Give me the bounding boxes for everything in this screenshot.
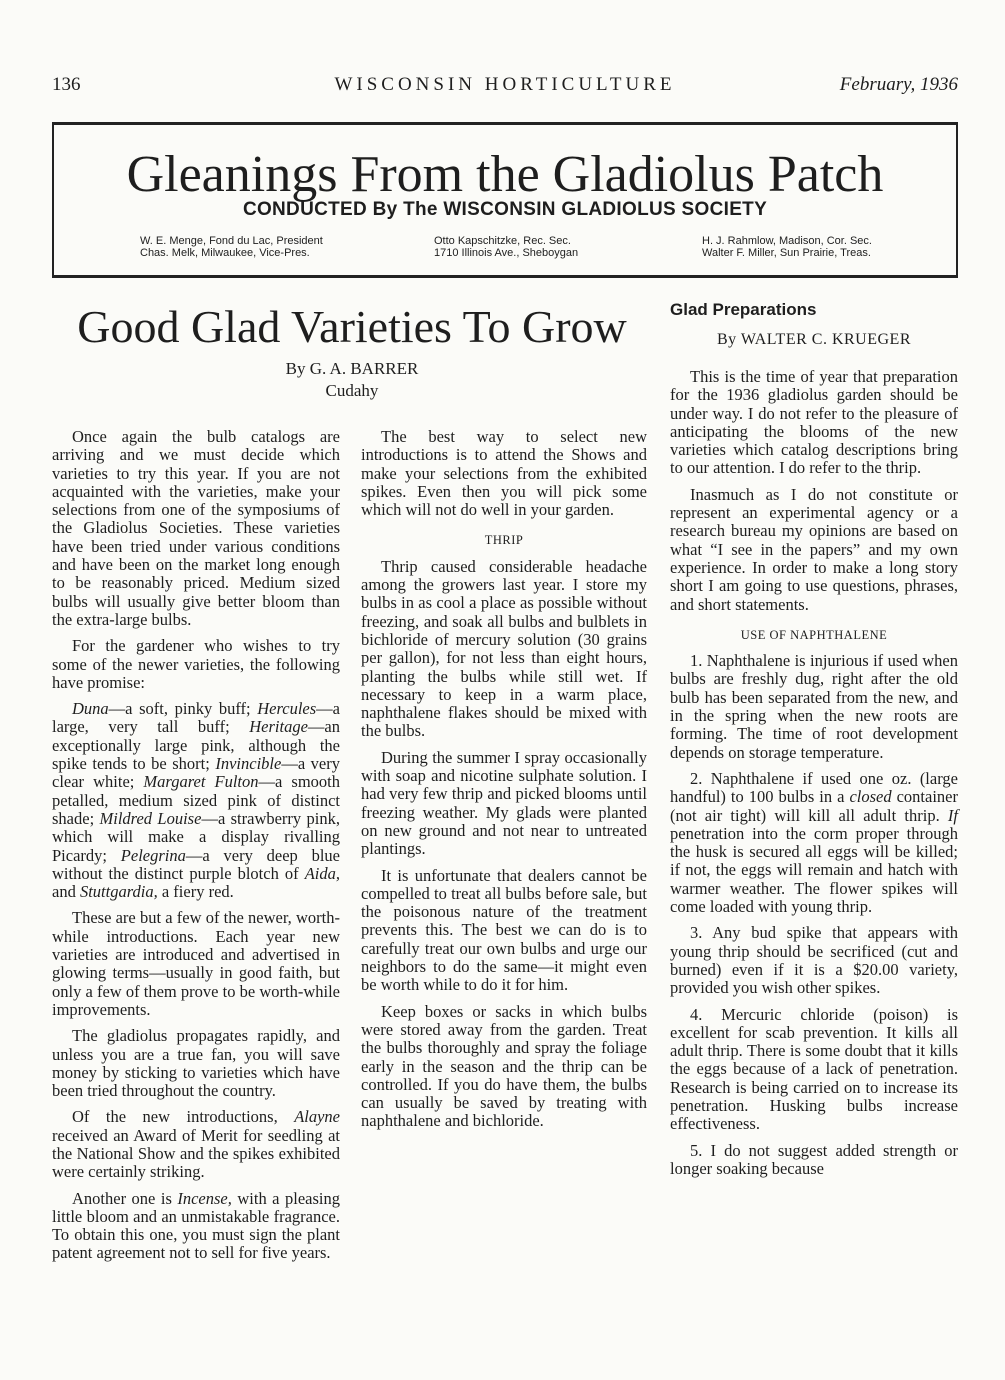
masthead-conducted-by: CONDUCTED By The WISCONSIN GLADIOLUS SOCIETY — [242, 199, 768, 220]
variety-name: Aida, — [304, 863, 340, 883]
variety-name: Hercules — [257, 699, 317, 719]
officers-group-1 — [140, 235, 323, 259]
journal-title: WISCONSIN HORTICULTURE — [334, 74, 676, 95]
officers-group-2 — [434, 235, 578, 259]
variety-description: —a very deep blue without the distinct purple blotch of — [52, 845, 340, 883]
issue-date: February, 1936 — [839, 74, 958, 95]
paragraph: Once again the bulb catalogs are arriving and we must decide which varieties to try this year. If you are not acquainted with the varieties, make your selections from one of the symposiums of the Gladiolus Societies. These varieties have been tried under various conditions and have been on the market long enough to be reasonably priced. Medium sized bulbs will usually give better bloom than the extra-large bulbs. — [52, 427, 340, 629]
text-run: penetration into the corm proper through the husk is secured all eggs will be killed; if not, the eggs will remain and hatch with warmer weather. The flower spikes will come loaded with young thrip. — [670, 823, 958, 917]
officer-line: W. E. Menge, Fond du Lac, President — [140, 235, 323, 247]
officer-line: Walter F. Miller, Sun Prairie, Treas. — [702, 247, 871, 259]
text-run: Another one is — [72, 1188, 178, 1208]
text-run: 2. Naphthalene if used one oz. (large handful) to 100 bulbs in a — [670, 768, 958, 807]
officer-line: Chas. Melk, Milwaukee, Vice-Pres. — [140, 247, 310, 259]
section-masthead — [52, 122, 958, 278]
subheading-thrip: THRIP — [484, 533, 524, 548]
paragraph: 5. I do not suggest added strength or longer soaking because — [670, 1140, 958, 1178]
variety-name: Heritage — [249, 717, 308, 737]
paragraph — [670, 770, 958, 916]
paragraph: The gladiolus propagates rapidly, and unless you are a true fan, you will save money by sticking to varieties which have been tried throughout the country. — [52, 1026, 340, 1101]
variety-description: —a very clear white; — [52, 754, 340, 792]
officer-line: Otto Kapschitzke, Rec. Sec. — [434, 235, 571, 247]
paragraph — [52, 1190, 340, 1263]
column-2 — [361, 428, 647, 1139]
subheading-naphthalene: USE OF NAPHTHALENE — [740, 627, 888, 642]
variety-description: —a soft, pinky buff; — [108, 699, 258, 719]
paragraph: Inasmuch as I do not constitute or represent an experimental agency or a research bureau my opinions are based on what “I see in the papers” and my own experience. In order to make a long story short I am going to use questions, phrases, and short statements. — [670, 484, 958, 614]
variety-name: Pelegrina — [120, 845, 186, 865]
paragraph: This is the time of year that preparation for the 1936 gladiolus garden should be under way. I do not refer to the pleasure of anticipating the blooms of the new varieties which catalog descriptions bring to our attention. I do refer to the thrip. — [670, 367, 958, 478]
author-place: Cudahy — [325, 381, 379, 400]
page-number: 136 — [52, 74, 81, 95]
article-title: Good Glad Varieties To Grow — [77, 301, 627, 352]
emphasis: If — [947, 805, 958, 825]
paragraph: It is unfortunate that dealers cannot be compelled to treat all bulbs before sale, but the poisonous nature of the treatment prevents this. The best we can do is to carefully treat our own bulbs and urge our neighbors to do the same—it might even be worth while to do it for him. — [361, 865, 647, 995]
variety-name: Invincible — [215, 754, 282, 774]
paragraph: During the summer I spray occasionally with soap and nicotine sulphate solution. I had very few thrip and picked blooms until freezing weather. My glads were planted on new ground and not near to untreated plantings. — [361, 747, 647, 859]
column-1 — [52, 428, 340, 1271]
variety-description: and — [52, 882, 80, 902]
article-2-title: Glad Preparations — [670, 300, 817, 319]
variety-name: Margaret Fulton — [143, 772, 259, 792]
variety-description: a fiery red. — [157, 882, 234, 902]
paragraph: 4. Mercuric chloride (poison) is excellent for scab prevention. It kills all adult thrip. There is some doubt that it kills the eggs because of a lack of penetration. Research is being carried on to increase its penetration. Husking bulbs increase effectiveness. — [670, 1004, 958, 1134]
article-2-byline: By WALTER C. KRUEGER — [716, 331, 911, 348]
paragraph: 3. Any bud spike that appears with young thrip should be secrificed (cut and burned) even if it is a $20.00 variety, provided you wish other spikes. — [670, 923, 958, 998]
officer-line: 1710 Illinois Ave., Sheboygan — [434, 247, 579, 259]
paragraph: 1. Naphthalene is injurious if used when bulbs are freshly dug, right after the old bulb has been separated from the new, and in the spring when the new roots are forming. The time of root development depends on storage temperature. — [670, 651, 958, 762]
paragraph: For the gardener who wishes to try some of the newer varieties, the following have promise: — [52, 636, 340, 692]
variety-name: Incense, — [177, 1188, 232, 1208]
text-run: container (not air tight) will kill all adult thrip. — [670, 787, 958, 825]
variety-list-paragraph — [52, 700, 340, 901]
variety-name: Alayne — [294, 1107, 340, 1127]
column-3 — [670, 368, 958, 1186]
variety-name: Stuttgardia, — [79, 882, 158, 902]
variety-name: Duna — [72, 699, 109, 719]
variety-name: Mildred Louise — [99, 808, 202, 828]
text-run: received an Award of Merit for seedling at the National Show and the spikes exhibited were certainly striking. — [52, 1125, 340, 1182]
variety-description: —a smooth petalled, medium sized pink of distinct shade; — [52, 772, 340, 828]
officers-group-3 — [702, 235, 872, 259]
variety-description: —an exceptionally large pink, although the spike tends to be short; — [52, 717, 340, 774]
variety-description: —a strawberry pink, which will make a display rivalling Picardy; — [52, 808, 340, 865]
paragraph: Thrip caused considerable headache among the growers last year. I store my bulbs in as cool a place as possible without freezing, and soak all bulbs and bulblets in bichloride of mercury solution (30 grains per gallon), for not less than eight hours, planting the bulbs while still wet. If necessary to keep in a warm place, naphthalene flakes should be mixed with the bulbs. — [361, 556, 647, 741]
paragraph — [52, 1108, 340, 1181]
officer-line: H. J. Rahmlow, Madison, Cor. Sec. — [702, 235, 872, 247]
paragraph: These are but a few of the newer, worth-while introductions. Each year new varieties are introduced and advertised in glowing terms—usually in good faith, but only a few of them prove to be worth-while improvements. — [52, 908, 340, 1019]
text-run: Of the new introductions, — [72, 1107, 295, 1127]
masthead-title: Gleanings From the Gladiolus Patch — [126, 146, 884, 203]
paragraph: Keep boxes or sacks in which bulbs were stored away from the garden. Treat the bulbs thoroughly and spray the foliage early in the season and the thrip can be controlled. If you do have them, the bulbs can usually be saved by treating with naphthalene and bichloride. — [361, 1001, 647, 1131]
paragraph: The best way to select new introductions is to attend the Shows and make your selections from the exhibited spikes. Even then you will pick some which will not do well in your garden. — [361, 427, 647, 520]
running-header — [52, 74, 958, 102]
variety-description: —a large, very tall buff; — [52, 699, 340, 737]
article-byline — [52, 358, 652, 402]
emphasis: closed — [849, 787, 892, 807]
author: By G. A. BARRER — [285, 359, 419, 378]
text-run: with a pleasing little bloom and an unmistakable fragrance. To obtain this one, you must sign the plant patent agreement not to sell for five years. — [52, 1188, 340, 1263]
